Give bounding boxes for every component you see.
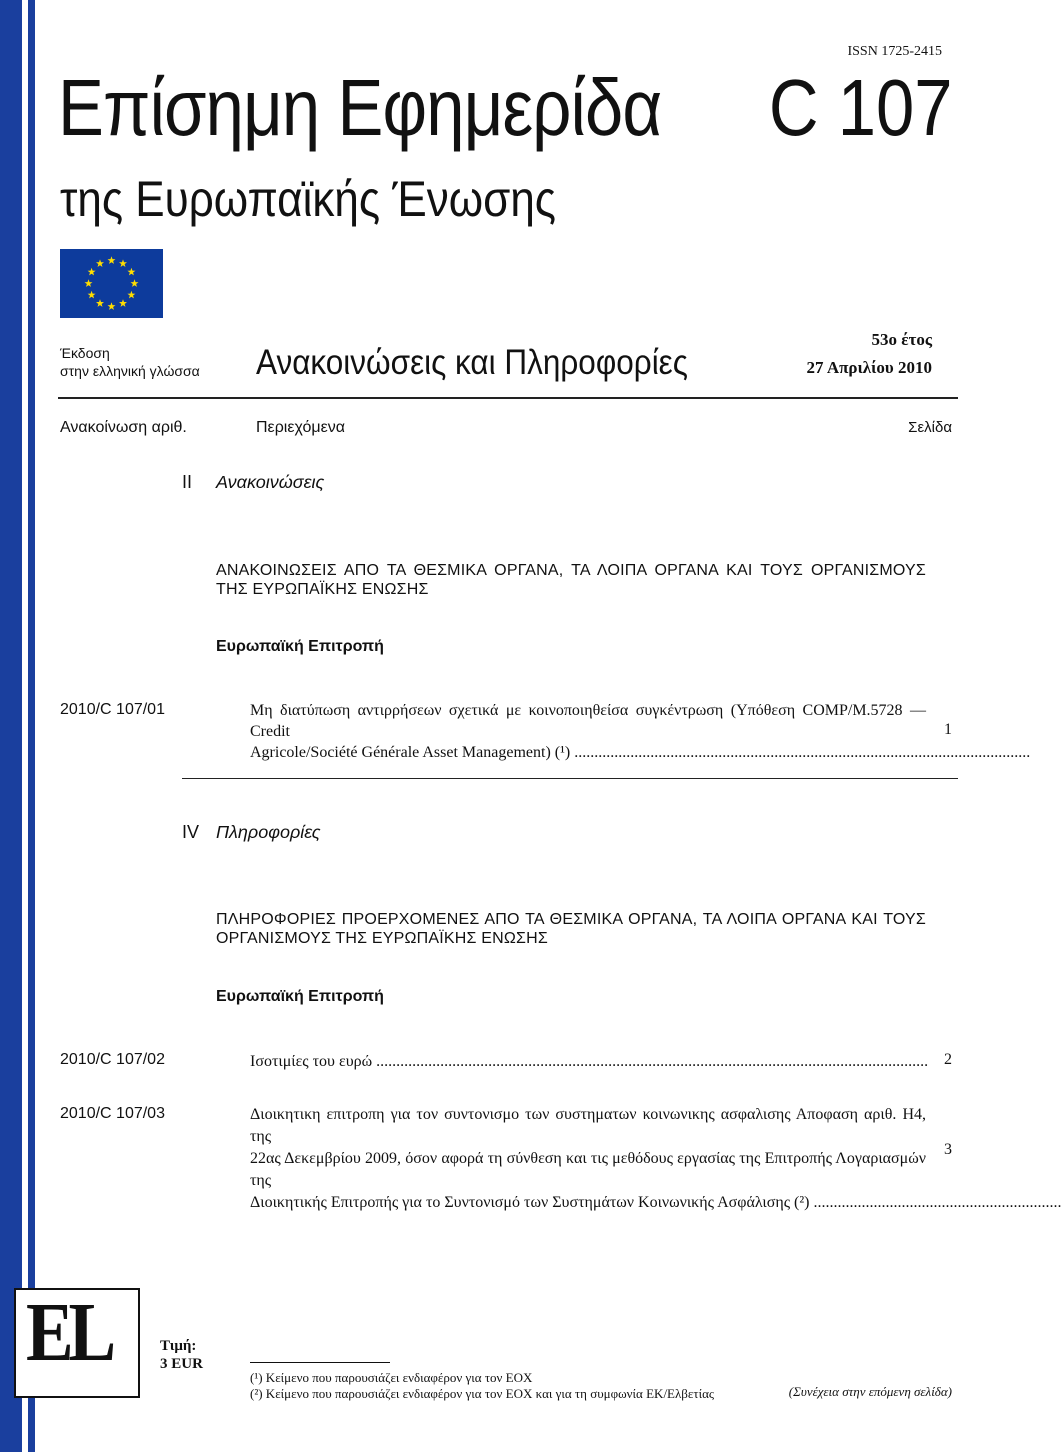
issn: ISSN 1725-2415 (847, 44, 942, 59)
star-icon (88, 291, 96, 299)
edition-language: στην ελληνική γλώσσα (60, 363, 200, 379)
institution-ii: Ευρωπαϊκή Επιτροπή (216, 638, 384, 655)
entry-page: 2 (944, 1051, 952, 1068)
entry-line-leader (250, 1192, 1062, 1214)
entry-line-leader (250, 742, 1031, 763)
issue-number: C 107 (768, 63, 952, 152)
language-code: EL (26, 1286, 112, 1379)
part-heading-iv: ΠΛΗΡΟΦΟΡΙΕΣ ΠΡΟΕΡΧΟΜΕΝΕΣ ΑΠΟ ΤΑ ΘΕΣΜΙΚΑ ΟΡΓΑΝΑ, ΤΑ ΛΟΙΠΑ ΟΡΓΑΝΑ ΚΑΙ ΤΟΥΣ ΟΡΓΑΝΙΣΜΟΥΣ ΤΗΣ ΕΥΡΩΠΑΪΚΗΣ ΕΝΩΣΗΣ (216, 911, 926, 947)
leader-dots: .............................................................. (813, 1194, 1062, 1211)
star-icon (119, 299, 127, 307)
entry-description (250, 1104, 1062, 1214)
entry-page: 3 (944, 1141, 952, 1158)
column-header-contents: Περιεχόμενα (256, 419, 345, 436)
institution-iv: Ευρωπαϊκή Επιτροπή (216, 988, 384, 1005)
entry-ref: 2010/C 107/01 (60, 701, 165, 718)
price-label: Τιμή: (160, 1338, 197, 1354)
issue-date: 27 Απριλίου 2010 (806, 358, 932, 377)
part-title-iv: Πληροφορίες (216, 822, 321, 842)
entry-line: 22ας Δεκεμβρίου 2009, όσον αφορά τη σύνθεση και τις μεθόδους εργασίας της Επιτροπής Λογαριασμών της (250, 1150, 926, 1189)
eu-flag-icon (60, 249, 163, 318)
star-icon (85, 279, 93, 287)
entry-line: Διοικητικη επιτροπη για τον συντονισμο των συστηματων κοινωνικης ασφαλισης Αποφαση αριθ. H4, της (250, 1106, 926, 1145)
column-header-page: Σελίδα (908, 419, 952, 436)
star-icon (108, 256, 116, 264)
entry-line: Μη διατύπωση αντιρρήσεων σχετικά με κοινοποιηθείσα συγκέντρωση (Υπόθεση COMP/M.5728 — Credit (250, 702, 926, 740)
star-icon (119, 259, 127, 267)
star-icon (88, 268, 96, 276)
column-header-number: Ανακοίνωση αριθ. (60, 419, 187, 436)
entry-page: 1 (944, 721, 952, 738)
entry-line: Agricole/Société Générale Asset Management) (¹) (250, 744, 571, 761)
series-title: Ανακοινώσεις και Πληροφορίες (256, 343, 688, 382)
star-icon (96, 299, 104, 307)
star-icon (127, 268, 135, 276)
entry-ref: 2010/C 107/03 (60, 1105, 165, 1122)
year-label: 53ο έτος (871, 330, 932, 349)
header-divider (58, 397, 958, 399)
edition-label: Έκδοση (60, 345, 110, 361)
star-icon (96, 259, 104, 267)
footnote-rule (250, 1362, 390, 1363)
footnote-1: (¹) Κείμενο που παρουσιάζει ενδιαφέρον για τον ΕΟΧ (250, 1370, 533, 1385)
star-icon (127, 291, 135, 299)
part-heading-ii: ΑΝΑΚΟΙΝΩΣΕΙΣ ΑΠΟ ΤΑ ΘΕΣΜΙΚΑ ΟΡΓΑΝΑ, ΤΑ ΛΟΙΠΑ ΟΡΓΑΝΑ ΚΑΙ ΤΟΥΣ ΟΡΓΑΝΙΣΜΟΥΣ ΤΗΣ ΕΥΡΩΠΑΪΚΗΣ ΕΝΩΣΗΣ (216, 562, 926, 598)
entry-line: Ισοτιμίες του ευρώ (250, 1053, 373, 1070)
eu-stars-icon (60, 249, 163, 318)
part-roman-ii: II (182, 472, 193, 492)
journal-subtitle: της Ευρωπαϊκής Ένωσης (60, 171, 556, 227)
entry-description (250, 1051, 929, 1072)
star-icon (131, 279, 139, 287)
entry-description (250, 700, 1031, 763)
footnote-2: (²) Κείμενο που παρουσιάζει ενδιαφέρον για τον ΕΟΧ και για τη συμφωνία ΕΚ/Ελβετίας (250, 1386, 715, 1401)
star-icon (108, 302, 116, 310)
continued-note: (Συνέχεια στην επόμενη σελίδα) (788, 1384, 952, 1399)
part-title-ii: Ανακοινώσεις (216, 472, 325, 492)
journal-title: Επίσημη Εφημερίδα (58, 63, 662, 152)
entry-ref: 2010/C 107/02 (60, 1051, 165, 1068)
section-divider (182, 778, 958, 779)
entry-line: Διοικητικής Επιτροπής για το Συντονισμό των Συστημάτων Κοινωνικής Ασφάλισης (²) (250, 1194, 810, 1211)
leader-dots: .......................................................................................................................................... (376, 1053, 929, 1070)
price-value: 3 EUR (160, 1356, 203, 1372)
left-blue-stripe (0, 0, 22, 1452)
entry-line-leader (250, 1051, 929, 1072)
part-roman-iv: IV (182, 822, 200, 842)
leader-dots: .................................................................................................................. (574, 744, 1031, 761)
left-blue-thin-stripe (28, 0, 35, 1452)
